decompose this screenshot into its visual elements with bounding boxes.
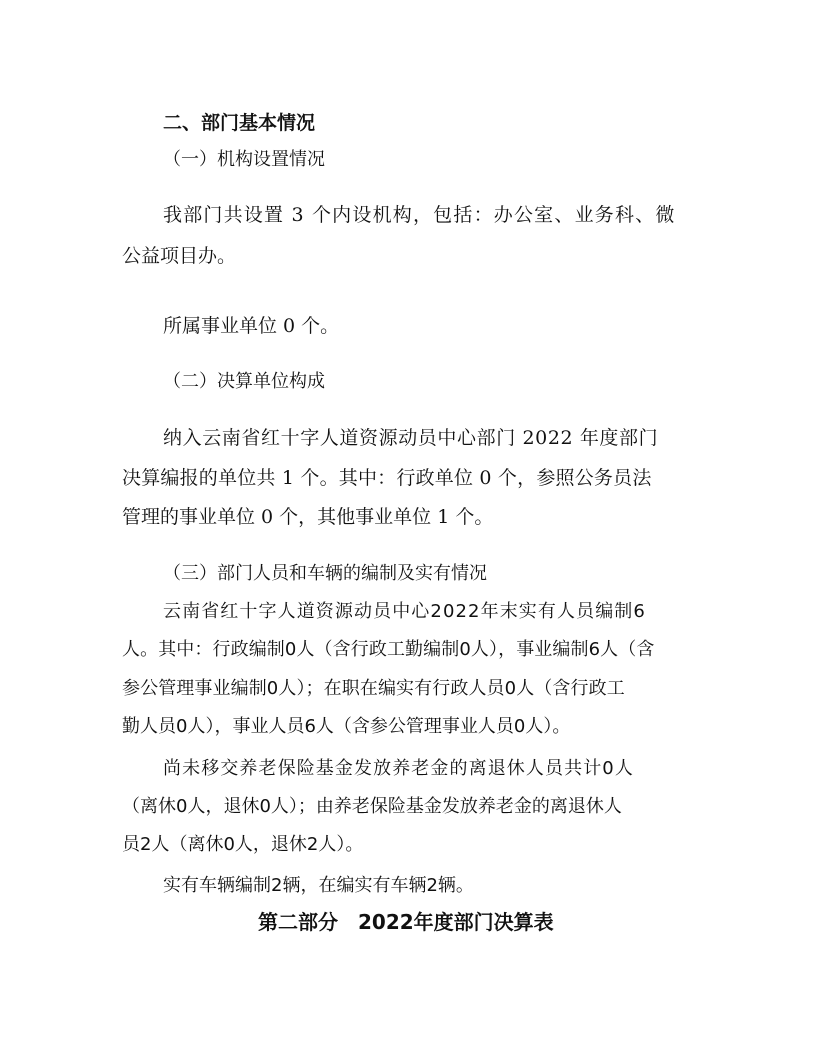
sub1-para1-line1: 我部门共设置 3 个内设机构，包括：办公室、业务科、微 — [163, 204, 676, 226]
sub1-title: （一）机构设置情况 — [163, 149, 325, 170]
section-heading: 二、部门基本情况 — [163, 112, 316, 134]
sub3-para3: 实有车辆编制2辆，在编实有车辆2辆。 — [163, 875, 474, 896]
sub2-para-line1: 纳入云南省红十字人道资源动员中心部门 2022 年度部门 — [163, 427, 659, 449]
sub1-para2: 所属事业单位 0 个。 — [163, 315, 340, 337]
sub3-para1-line4: 勤人员0人），事业人员6人（含参公管理事业人员0人）。 — [122, 716, 571, 737]
sub2-title: （二）决算单位构成 — [163, 371, 325, 392]
sub3-para2-line3: 员2人（离休0人，退休2人）。 — [122, 834, 364, 855]
sub3-para1-line3: 参公管理事业编制0人）；在职在编实有行政人员0人（含行政工 — [122, 678, 625, 699]
sub2-para-line3: 管理的事业单位 0 个，其他事业单位 1 个。 — [122, 506, 494, 528]
sub2-para-line2: 决算编报的单位共 1 个。其中：行政单位 0 个，参照公务员法 — [122, 467, 652, 489]
sub3-para1-line2: 人。其中：行政编制0人（含行政工勤编制0人），事业编制6人（含 — [122, 639, 655, 660]
sub3-para2-line2: （离休0人，退休0人）；由养老保险基金发放养老金的离退休人 — [122, 796, 622, 817]
sub3-para1-line1: 云南省红十字人道资源动员中心2022年末实有人员编制6 — [163, 601, 646, 622]
sub1-para1-line2: 公益项目办。 — [122, 245, 237, 267]
sub3-para2-line1: 尚未移交养老保险基金发放养老金的离退休人员共计0人 — [163, 758, 634, 779]
part-title: 第二部分 2022年度部门决算表 — [258, 910, 554, 934]
sub3-title: （三）部门人员和车辆的编制及实有情况 — [163, 563, 487, 584]
